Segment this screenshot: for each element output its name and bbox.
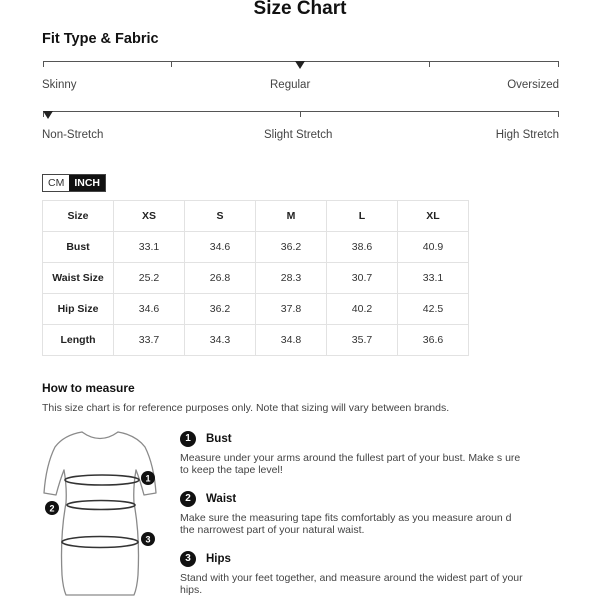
table-row xyxy=(43,232,469,263)
table-header-cell: XS xyxy=(114,201,185,232)
table-cell: 40.9 xyxy=(398,232,469,263)
table-cell: 34.6 xyxy=(185,232,256,263)
step-name: Bust xyxy=(206,433,232,445)
table-header-cell: M xyxy=(256,201,327,232)
stretch-label-high-stretch: High Stretch xyxy=(495,129,559,141)
measure-step-hips xyxy=(180,551,530,596)
table-cell: 36.6 xyxy=(398,325,469,356)
fit-type-tick xyxy=(429,61,430,67)
row-label: Length xyxy=(43,325,114,356)
table-cell: 38.6 xyxy=(327,232,398,263)
step-description: Measure under your arms around the fullest part of your bust. Make s ure to keep the tape level! xyxy=(180,452,521,476)
fit-type-label-skinny: Skinny xyxy=(42,79,77,91)
row-label: Bust xyxy=(43,232,114,263)
unit-inch-button[interactable]: INCH xyxy=(69,175,105,191)
fit-type-label-oversized: Oversized xyxy=(507,79,559,91)
stretch-label-non-stretch: Non-Stretch xyxy=(42,129,104,141)
table-row xyxy=(43,263,469,294)
table-header-cell: L xyxy=(327,201,398,232)
fit-type-tick xyxy=(43,61,44,67)
table-cell: 33.1 xyxy=(114,232,185,263)
table-cell: 40.2 xyxy=(327,294,398,325)
step-description: Stand with your feet together, and measure around the widest part of your hips. xyxy=(180,572,523,596)
table-cell: 26.8 xyxy=(185,263,256,294)
step-number-badge: 1 xyxy=(180,431,196,447)
table-header-cell: Size xyxy=(43,201,114,232)
fit-type-selected-marker-icon xyxy=(295,61,305,69)
figure-marker-label: 3 xyxy=(145,534,151,545)
table-cell: 36.2 xyxy=(185,294,256,325)
table-cell: 36.2 xyxy=(256,232,327,263)
figure-marker-label: 1 xyxy=(145,473,151,484)
row-label: Hip Size xyxy=(43,294,114,325)
stretch-label-slight-stretch: Slight Stretch xyxy=(264,129,333,141)
step-description: Make sure the measuring tape fits comfortably as you measure aroun d the narrowest part of your natural waist. xyxy=(180,512,512,536)
table-cell: 33.1 xyxy=(398,263,469,294)
measure-step-bust xyxy=(180,431,530,476)
fit-type-label-regular: Regular xyxy=(270,79,311,91)
bust-tape-icon xyxy=(65,475,139,485)
table-cell: 35.7 xyxy=(327,325,398,356)
stretch-tick xyxy=(558,111,559,117)
fit-section-title: Fit Type & Fabric xyxy=(42,31,159,47)
measure-step-waist xyxy=(180,491,530,536)
table-cell: 37.8 xyxy=(256,294,327,325)
step-number-badge: 3 xyxy=(180,551,196,567)
table-cell: 34.8 xyxy=(256,325,327,356)
size-chart-note: This size chart is for reference purposes only. Note that sizing will vary between brands. xyxy=(42,402,450,414)
unit-cm-button[interactable]: CM xyxy=(43,175,69,191)
table-row xyxy=(43,294,469,325)
unit-toggle[interactable] xyxy=(42,174,106,192)
table-header-cell: S xyxy=(185,201,256,232)
table-cell: 34.3 xyxy=(185,325,256,356)
stretch-selected-marker-icon xyxy=(43,111,53,119)
table-cell: 30.7 xyxy=(327,263,398,294)
row-label: Waist Size xyxy=(43,263,114,294)
how-to-measure-title: How to measure xyxy=(42,381,135,395)
stretch-tick xyxy=(300,111,301,117)
table-cell: 25.2 xyxy=(114,263,185,294)
step-name: Hips xyxy=(206,553,231,565)
step-number-badge: 2 xyxy=(180,491,196,507)
table-cell: 34.6 xyxy=(114,294,185,325)
waist-tape-icon xyxy=(67,501,135,510)
size-table-header-row xyxy=(43,201,469,232)
table-row xyxy=(43,325,469,356)
step-name: Waist xyxy=(206,493,237,505)
table-cell: 28.3 xyxy=(256,263,327,294)
size-table xyxy=(42,200,469,356)
table-cell: 33.7 xyxy=(114,325,185,356)
table-header-cell: XL xyxy=(398,201,469,232)
dress-figure-icon xyxy=(40,425,170,600)
table-cell: 42.5 xyxy=(398,294,469,325)
page-title: Size Chart xyxy=(253,0,347,19)
stretch-scale-line xyxy=(43,111,559,112)
fit-type-tick xyxy=(171,61,172,67)
hip-tape-icon xyxy=(62,537,138,548)
fit-type-tick xyxy=(558,61,559,67)
figure-marker-label: 2 xyxy=(49,503,55,514)
